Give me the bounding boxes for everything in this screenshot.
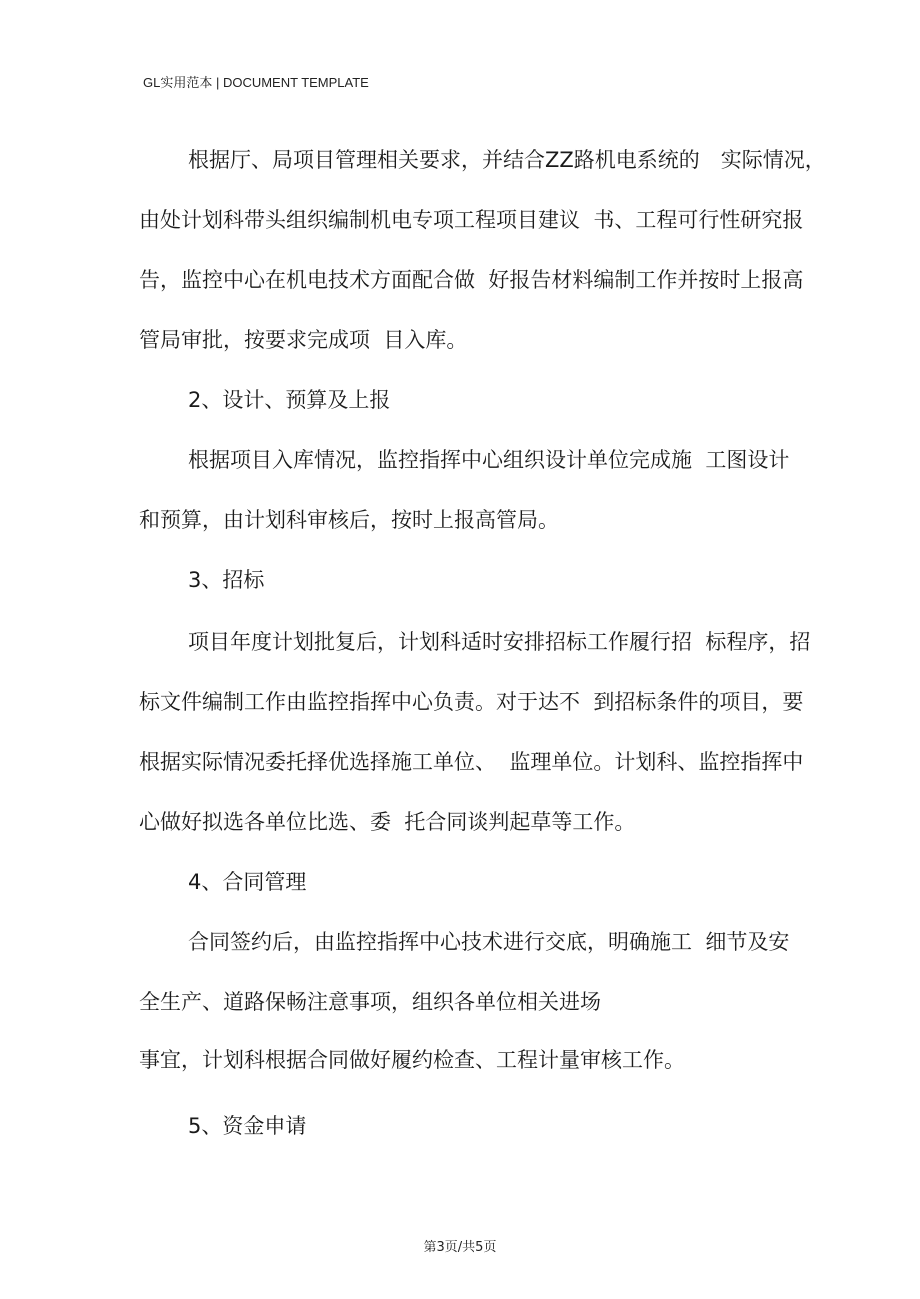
page-number: 第3页/共5页 — [423, 1240, 497, 1255]
paragraph-line: 根据项目入库情况，监控指挥中心组织设计单位完成施 工图设计 — [188, 448, 790, 472]
paragraph-line: 根据厅、局项目管理相关要求，并结合ZZ路机电系统的 实际情况， — [188, 148, 826, 172]
section-heading-contract: 4、合同管理 — [188, 870, 307, 894]
paragraph-line: 和预算，由计划科审核后，按时上报高管局。 — [139, 508, 559, 532]
paragraph-line: 标文件编制工作由监控指挥中心负责。对于达不 到招标条件的项目，要 — [139, 690, 804, 714]
paragraph-line: 项目年度计划批复后，计划科适时安排招标工作履行招 标程序，招 — [188, 630, 811, 654]
paragraph-line: 根据实际情况委托择优选择施工单位、 监理单位。计划科、监控指挥中 — [139, 750, 804, 774]
section-heading-bidding: 3、招标 — [188, 568, 265, 592]
paragraph-line: 告，监控中心在机电技术方面配合做 好报告材料编制工作并按时上报高 — [139, 268, 804, 292]
paragraph-line: 事宜，计划科根据合同做好履约检查、工程计量审核工作。 — [139, 1048, 685, 1072]
paragraph-line: 全生产、道路保畅注意事项，组织各单位相关进场 — [139, 990, 601, 1014]
paragraph-line: 合同签约后，由监控指挥中心技术进行交底，明确施工 细节及安 — [188, 930, 790, 954]
document-header: GL实用范本 | DOCUMENT TEMPLATE — [143, 75, 369, 90]
section-heading-design: 2、设计、预算及上报 — [188, 388, 391, 412]
section-heading-funding: 5、资金申请 — [188, 1114, 307, 1138]
paragraph-line: 心做好拟选各单位比选、委 托合同谈判起草等工作。 — [139, 810, 636, 834]
paragraph-line: 由处计划科带头组织编制机电专项工程项目建议 书、工程可行性研究报 — [139, 208, 804, 232]
paragraph-line: 管局审批，按要求完成项 目入库。 — [139, 328, 468, 352]
